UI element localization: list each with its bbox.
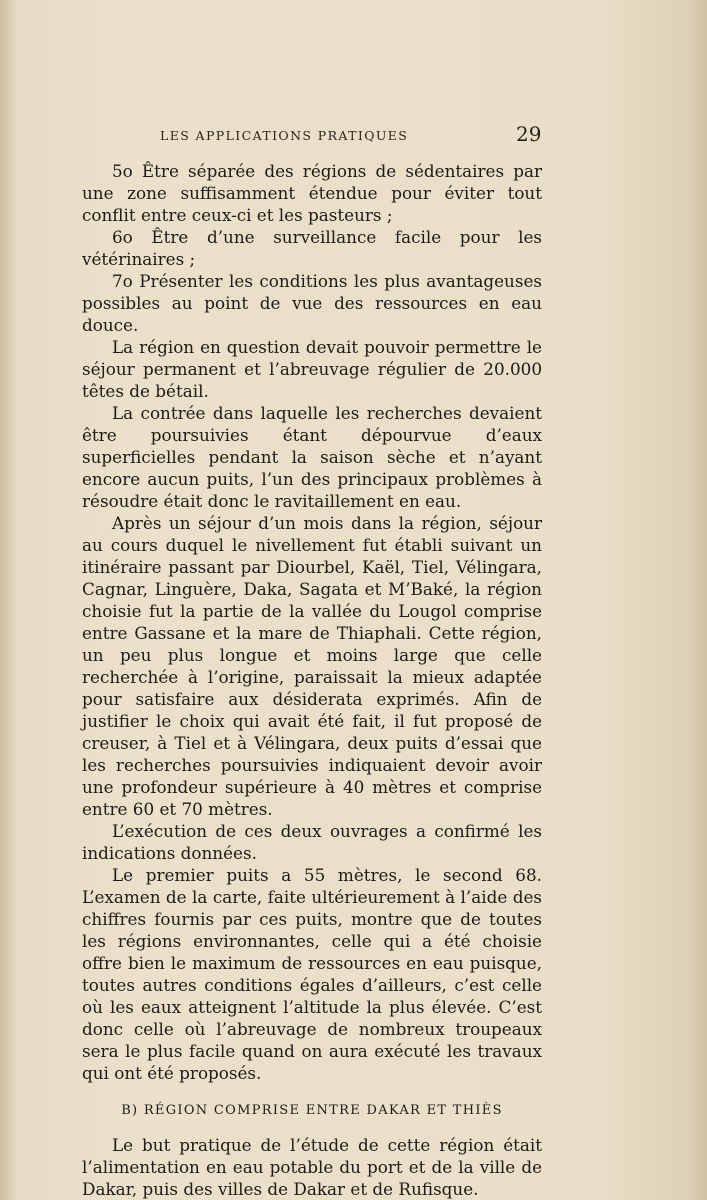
paragraph-execution: L’exécution de ces deux ouvrages a confirmé les indications données. bbox=[82, 821, 542, 863]
running-title: LES APPLICATIONS PRATIQUES bbox=[160, 128, 409, 143]
paragraph-herd-capacity: La région en question devait pouvoir permettre le séjour permanent et l’abreuvage régulier de 20.000 têtes de bétail. bbox=[82, 337, 542, 401]
paragraph-results: Le premier puits a 55 mètres, le second 68. L’examen de la carte, faite ultérieurement à l’aide des chiffres fournis par ces puits, montre que de toutes les régions environnantes, celle qui a été choisie offre bien le maximum de ressources en eau puisque, toutes autres conditions égales d’ailleurs, c’est celle où les eaux atteignent l’altitude la plus élevée. C’est donc celle où l’abreuvage de nombreux troupeaux sera le plus facile quand on aura exécuté les travaux qui ont été proposés. bbox=[82, 865, 542, 1083]
paragraph-water-problem: La contrée dans laquelle les recherches devaient être poursuivies étant dépourvue d’eaux superficielles pendant la saison sèche et n’ayant encore aucun puits, l’un des principaux problèmes à résoudre était donc le ravitaillement en eau. bbox=[82, 403, 542, 511]
page-number: 29 bbox=[516, 122, 542, 146]
paragraph-dakar-goal: Le but pratique de l’étude de cette région était l’alimentation en eau potable du port et de la ville de Dakar, puis des villes de Dakar et de Rufisque. bbox=[82, 1135, 542, 1199]
body-text bbox=[82, 160, 542, 1200]
section-heading: B) RÉGION COMPRISE ENTRE DAKAR ET THIÈS bbox=[121, 1103, 503, 1118]
page-header bbox=[0, 122, 707, 150]
paragraph-item-7: 7o Présenter les conditions les plus avantageuses possibles au point de vue des ressources en eau douce. bbox=[82, 271, 542, 335]
paragraph-item-6: 6o Être d’une surveillance facile pour les vétérinaires ; bbox=[82, 227, 542, 269]
paragraph-survey: Après un séjour d’un mois dans la région, séjour au cours duquel le nivellement fut établi suivant un itinéraire passant par Diourbel, Kaël, Tiel, Vélingara, Cagnar, Linguère, Daka, Sagata et M’Baké, la région choisie fut la partie de la vallée du Lougol comprise entre Gassane et la mare de Thiaphali. Cette région, un peu plus longue et moins large que celle recherchée à l’origine, paraissait la mieux adaptée pour satisfaire aux désiderata exprimés. Afin de justifier le choix qui avait été fait, il fut proposé de creuser, à Tiel et à Vélingara, deux puits d’essai que les recherches poursuivies indiquaient devoir avoir une profondeur supérieure à 40 mètres et comprise entre 60 et 70 mètres. bbox=[82, 513, 542, 819]
paragraph-item-5: 5o Être séparée des régions de sédentaires par une zone suffisamment étendue pour éviter tout conflit entre ceux-ci et les pasteurs ; bbox=[82, 161, 542, 225]
